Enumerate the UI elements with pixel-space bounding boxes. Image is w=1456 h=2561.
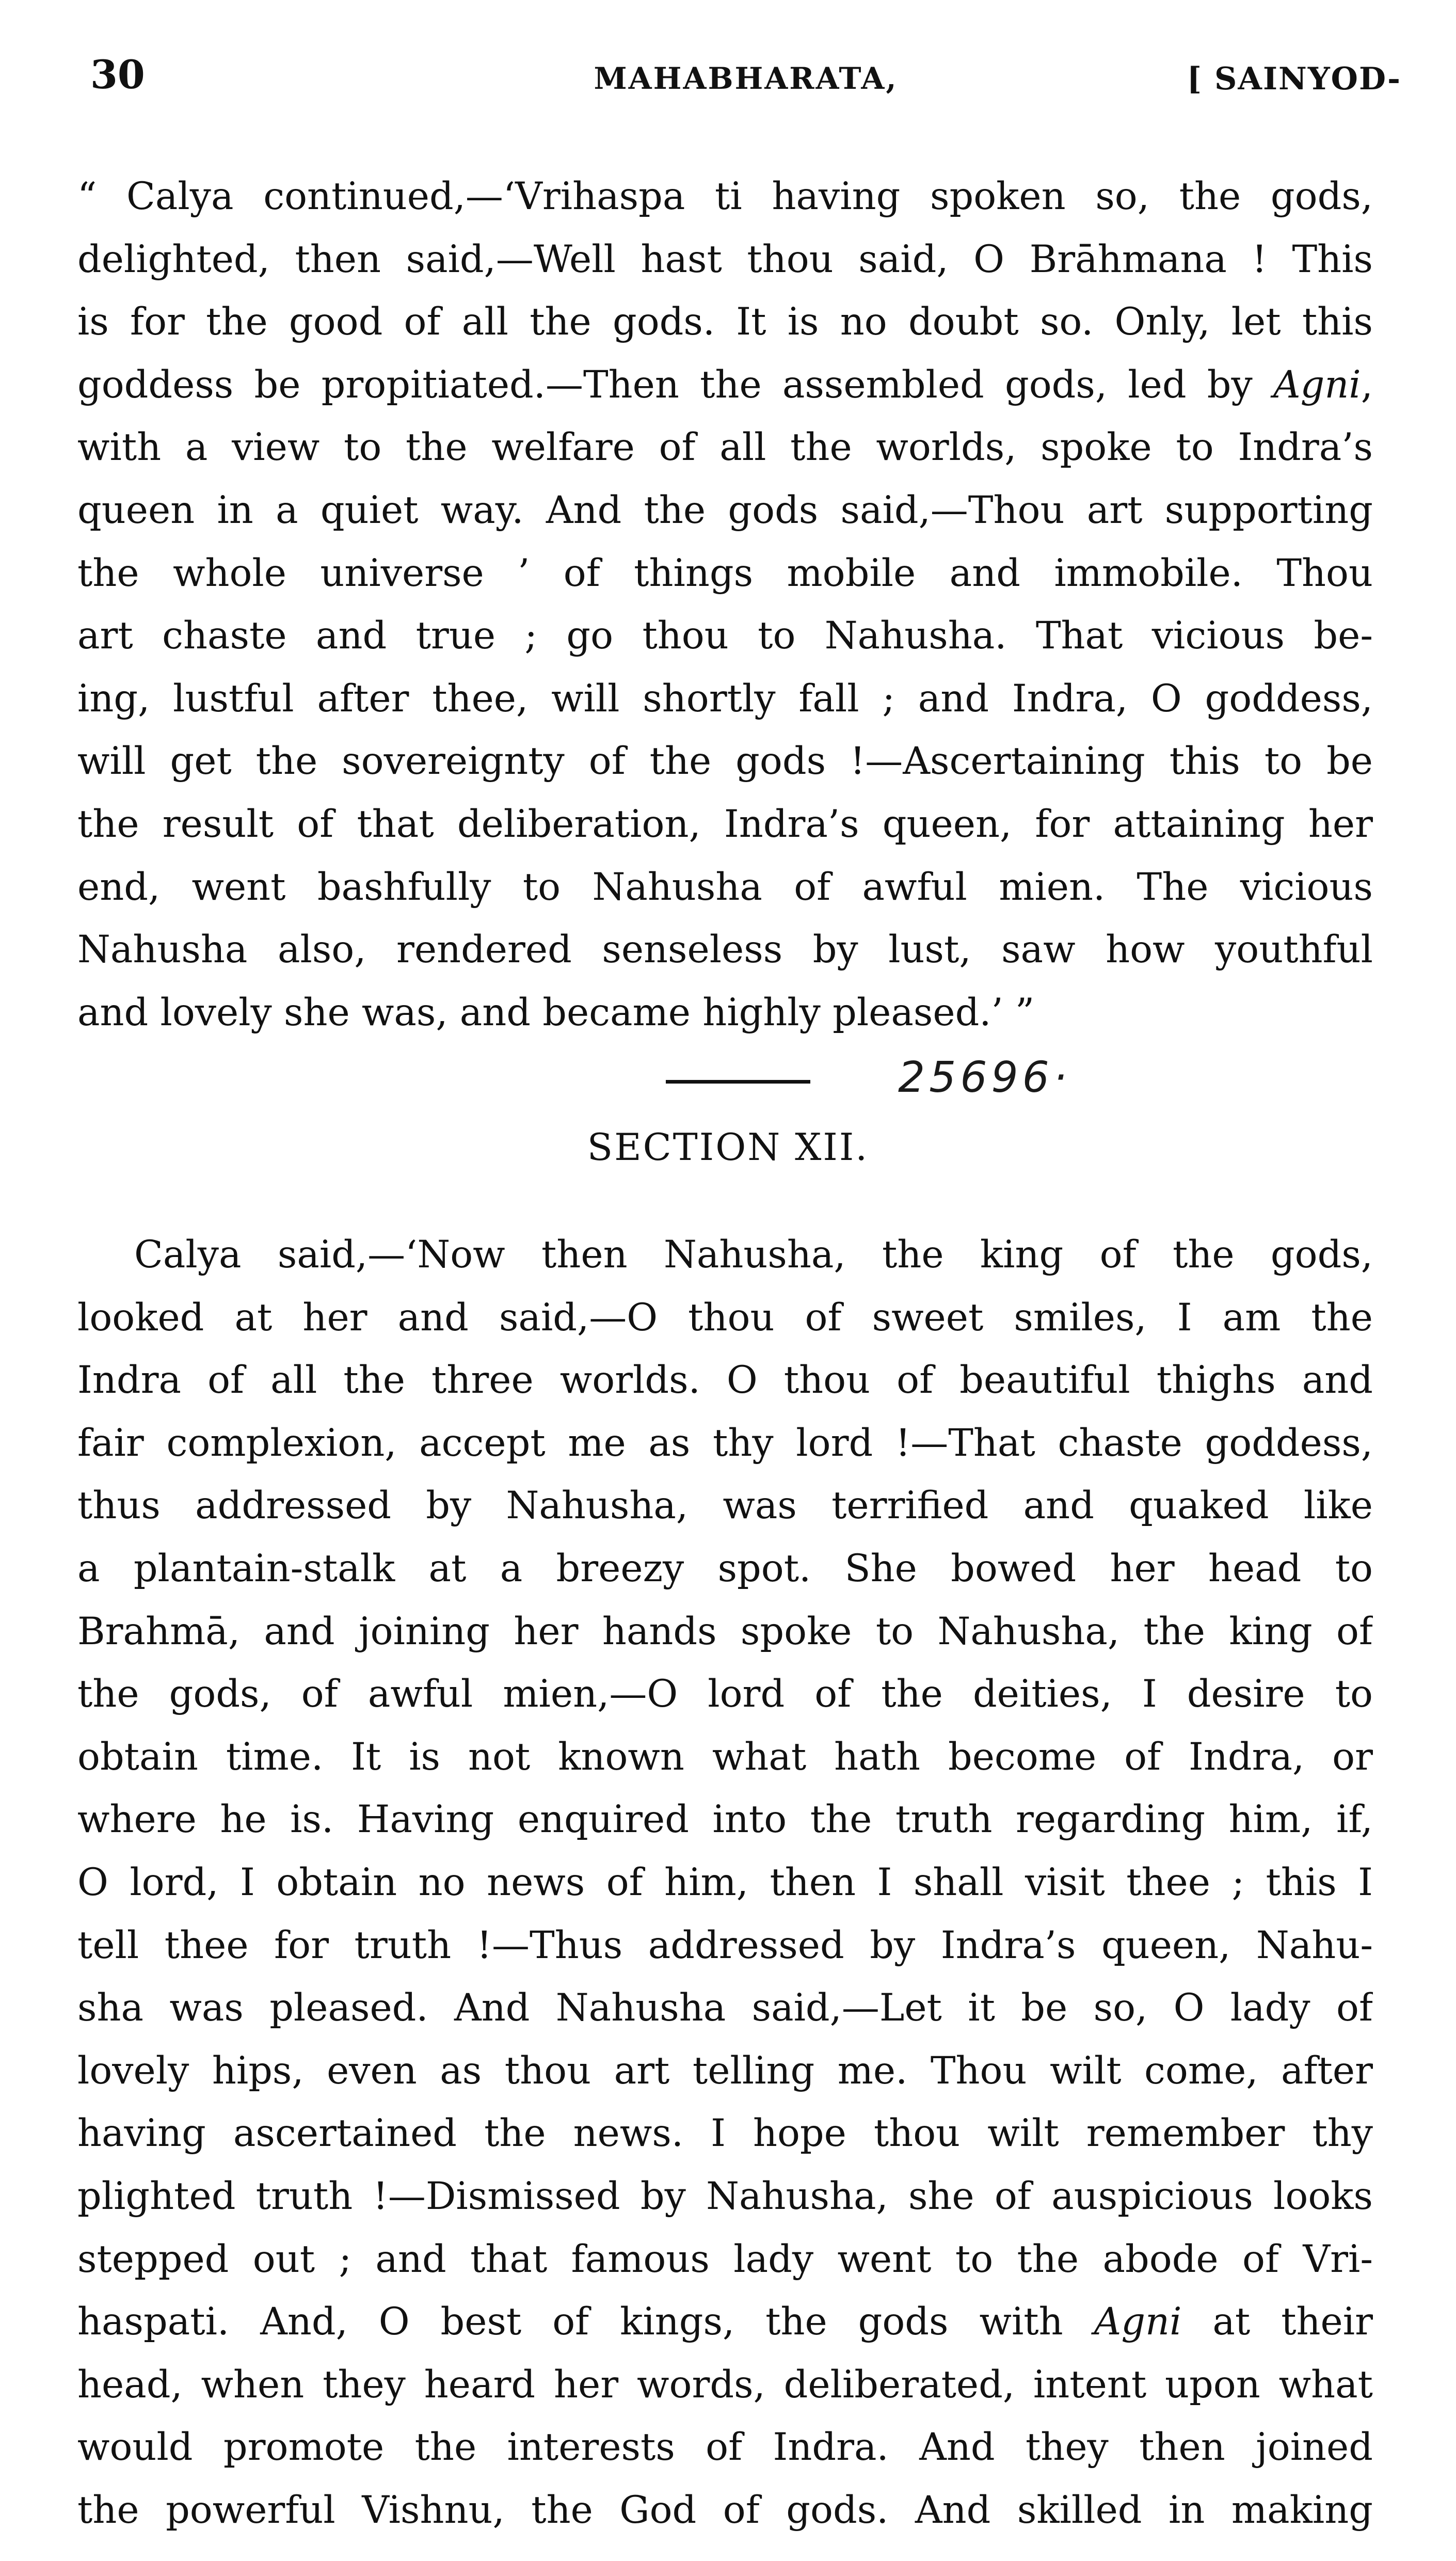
text-line: plighted truth !—Dismissed by Nahusha, she of auspicious looks <box>77 2174 1373 2218</box>
text-line: O lord, I obtain no news of him, then I shall visit thee ; this I <box>77 1860 1373 1904</box>
text-line: end, went bashfully to Nahusha of awful mien. The vicious <box>77 865 1373 909</box>
text-line: the result of that deliberation, Indra’s queen, for attaining her <box>77 802 1373 846</box>
emphasized-name: Agni <box>1094 2300 1182 2344</box>
text-line: obtain time. It is not known what hath become of Indra, or <box>77 1735 1373 1779</box>
text-line: “ Calya continued,—‘Vrihaspa ti having spoken so, the gods, <box>77 174 1373 218</box>
text-line: the whole universe ’ of things mobile and immobile. Thou <box>77 551 1373 595</box>
handwritten-annotation: 25696· <box>898 1053 1071 1102</box>
text-line: where he is. Having enquired into the truth regarding him, if, <box>77 1798 1373 1842</box>
section-reference: [ SAINYOD- <box>1187 61 1401 97</box>
text-line: thus addressed by Nahusha, was terrified and quaked like <box>77 1484 1373 1528</box>
text-line: with a view to the welfare of all the worlds, spoke to Indra’s <box>77 425 1373 470</box>
section-heading: SECTION XII. <box>587 1125 869 1169</box>
page-number: 30 <box>90 52 145 98</box>
text-line: stepped out ; and that famous lady went to the abode of Vri- <box>77 2237 1373 2281</box>
text-line: art chaste and true ; go thou to Nahusha. That vicious be- <box>77 614 1373 658</box>
text-line: having ascertained the news. I hope thou wilt remember thy <box>77 2111 1373 2156</box>
text-line: would promote the interests of Indra. And they then joined <box>77 2425 1373 2470</box>
text-line: looked at her and said,—O thou of sweet smiles, I am the <box>77 1295 1373 1340</box>
text-line: haspati. And, O best of kings, the gods with Agni at their <box>77 2300 1373 2344</box>
text-line: Calya said,—‘Now then Nahusha, the king of the gods, <box>134 1233 1373 1277</box>
paragraph-section-xii <box>77 1223 1373 2541</box>
text-line: and lovely she was, and became highly pleased.’ ” <box>77 990 1035 1035</box>
text-line: goddess be propitiated.—Then the assembled gods, led by Agni, <box>77 362 1373 407</box>
text-line: the gods, of awful mien,—O lord of the deities, I desire to <box>77 1672 1373 1716</box>
text-line: head, when they heard her words, deliberated, intent upon what <box>77 2362 1373 2407</box>
text-line: queen in a quiet way. And the gods said,—Thou art supporting <box>77 488 1373 532</box>
text-line: will get the sovereignty of the gods !—Ascertaining this to be <box>77 739 1373 784</box>
text-line: is for the good of all the gods. It is no doubt so. Only, let this <box>77 300 1373 344</box>
running-title: MAHABHARATA, <box>594 61 898 96</box>
text-line: a plantain-stalk at a breezy spot. She bowed her head to <box>77 1546 1373 1590</box>
text-line: Indra of all the three worlds. O thou of beautiful thighs and <box>77 1358 1373 1403</box>
section-divider <box>0 1053 1456 1115</box>
text-line: Nahusha also, rendered senseless by lust, saw how youthful <box>77 928 1373 972</box>
text-line: Brahmā, and joining her hands spoke to Nahusha, the king of <box>77 1609 1373 1653</box>
text-line: tell thee for truth !—Thus addressed by Indra’s queen, Nahu- <box>77 1923 1373 1967</box>
text-line: ing, lustful after thee, will shortly fall ; and Indra, O goddess, <box>77 676 1373 721</box>
text-line: delighted, then said,—Well hast thou said, O Brāhmana ! This <box>77 237 1373 281</box>
divider-rule <box>666 1080 810 1084</box>
page-header <box>90 52 1401 124</box>
paragraph-continued <box>77 165 1373 1044</box>
emphasized-name: Agni <box>1273 362 1361 407</box>
text-line: fair complexion, accept me as thy lord !—That chaste goddess, <box>77 1421 1373 1465</box>
text-line: the powerful Vishnu, the God of gods. And skilled in making <box>77 2488 1373 2532</box>
text-line: sha was pleased. And Nahusha said,—Let it be so, O lady of <box>77 1986 1373 2030</box>
text-line: lovely hips, even as thou art telling me. Thou wilt come, after <box>77 2048 1373 2093</box>
